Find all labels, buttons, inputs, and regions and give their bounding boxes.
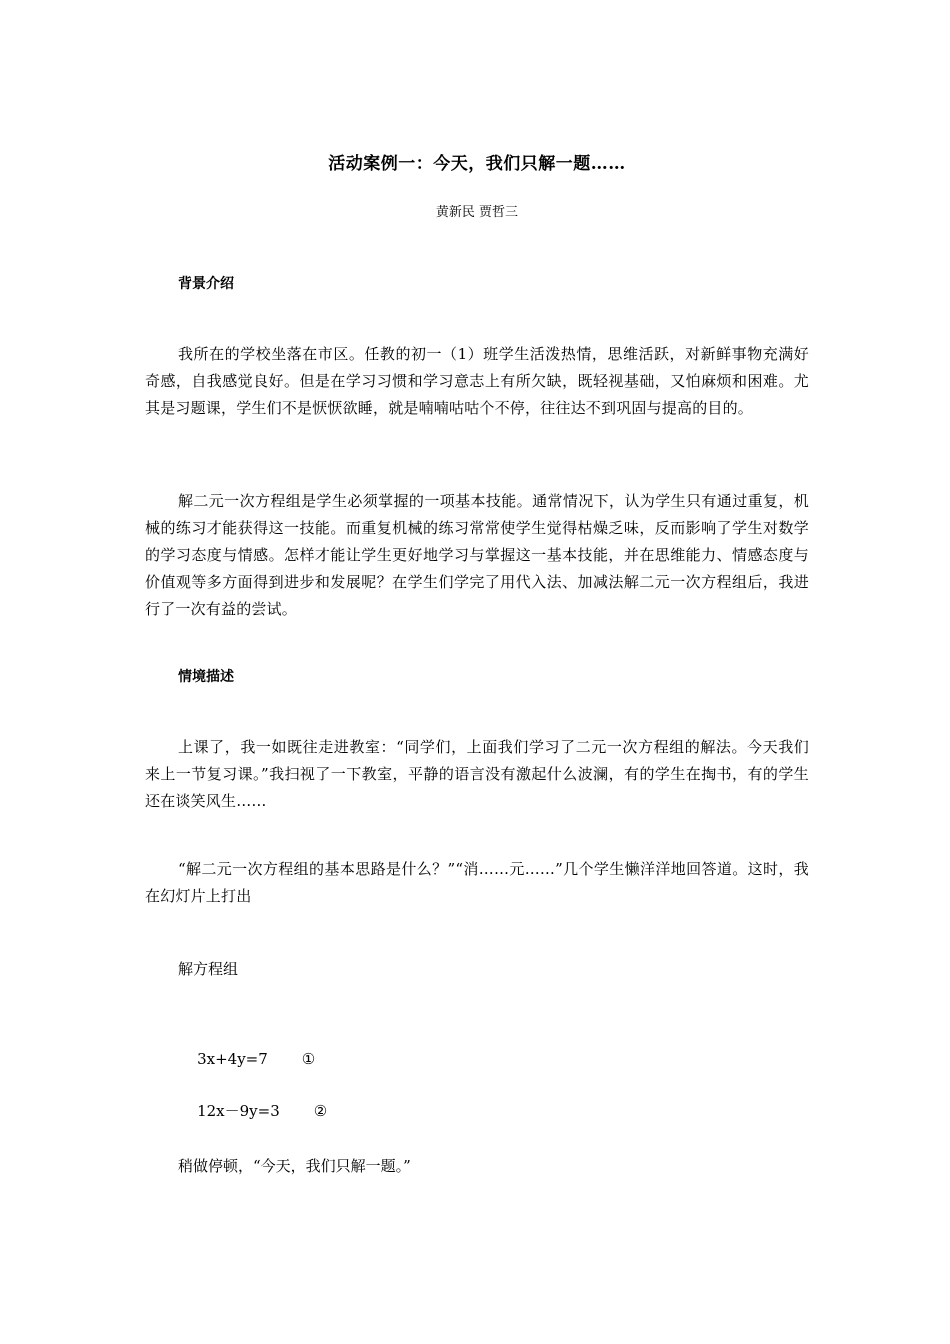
document-authors: 黄新民 贾哲三	[435, 205, 519, 220]
paragraph-scenario-1: 上课了，我一如既往走进教室：“同学们，上面我们学习了二元一次方程组的解法。今天我们来上一节复习课。”我扫视了一下教室，平静的语言没有激起什么波澜，有的学生在掏书，有的学生还在谈笑风生……	[145, 738, 809, 810]
equation-expression: 3x+4y=7	[197, 1050, 268, 1068]
section-heading-background: 背景介绍	[178, 276, 234, 292]
equation-2	[178, 1082, 327, 1139]
paragraph-scenario-2: “解二元一次方程组的基本思路是什么？”“消……元……”几个学生懒洋洋地回答道。这时，我在幻灯片上打出	[145, 860, 809, 905]
paragraph-background-2: 解二元一次方程组是学生必须掌握的一项基本技能。通常情况下，认为学生只有通过重复，机械的练习才能获得这一技能。而重复机械的练习常常使学生觉得枯燥乏味，反而影响了学生对数学的学习态度与情感。怎样才能让学生更好地学习与掌握这一基本技能，并在思维能力、情感态度与价值观等多方面得到进步和发展呢？在学生们学完了用代入法、加减法解二元一次方程组后，我进行了一次有益的尝试。	[145, 492, 809, 618]
closing-line: 稍做停顿，“今天，我们只解一题。”	[178, 1157, 411, 1175]
equation-1	[178, 1032, 315, 1086]
paragraph-background-1: 我所在的学校坐落在市区。任教的初一（1）班学生活泼热情，思维活跃，对新鲜事物充满好奇感，自我感觉良好。但是在学习习惯和学习意志上有所欠缺，既轻视基础，又怕麻烦和困难。尤其是习题课，学生们不是恹恹欲睡，就是喃喃咕咕个不停，往往达不到巩固与提高的目的。	[145, 345, 809, 417]
equation-number: ①	[301, 1050, 316, 1068]
equation-number: ②	[313, 1102, 328, 1120]
equation-expression: 12x－9y=3	[197, 1102, 280, 1120]
problem-label: 解方程组	[178, 960, 239, 978]
document-title: 活动案例一：今天，我们只解一题……	[328, 154, 626, 174]
section-heading-scenario: 情境描述	[178, 669, 234, 685]
